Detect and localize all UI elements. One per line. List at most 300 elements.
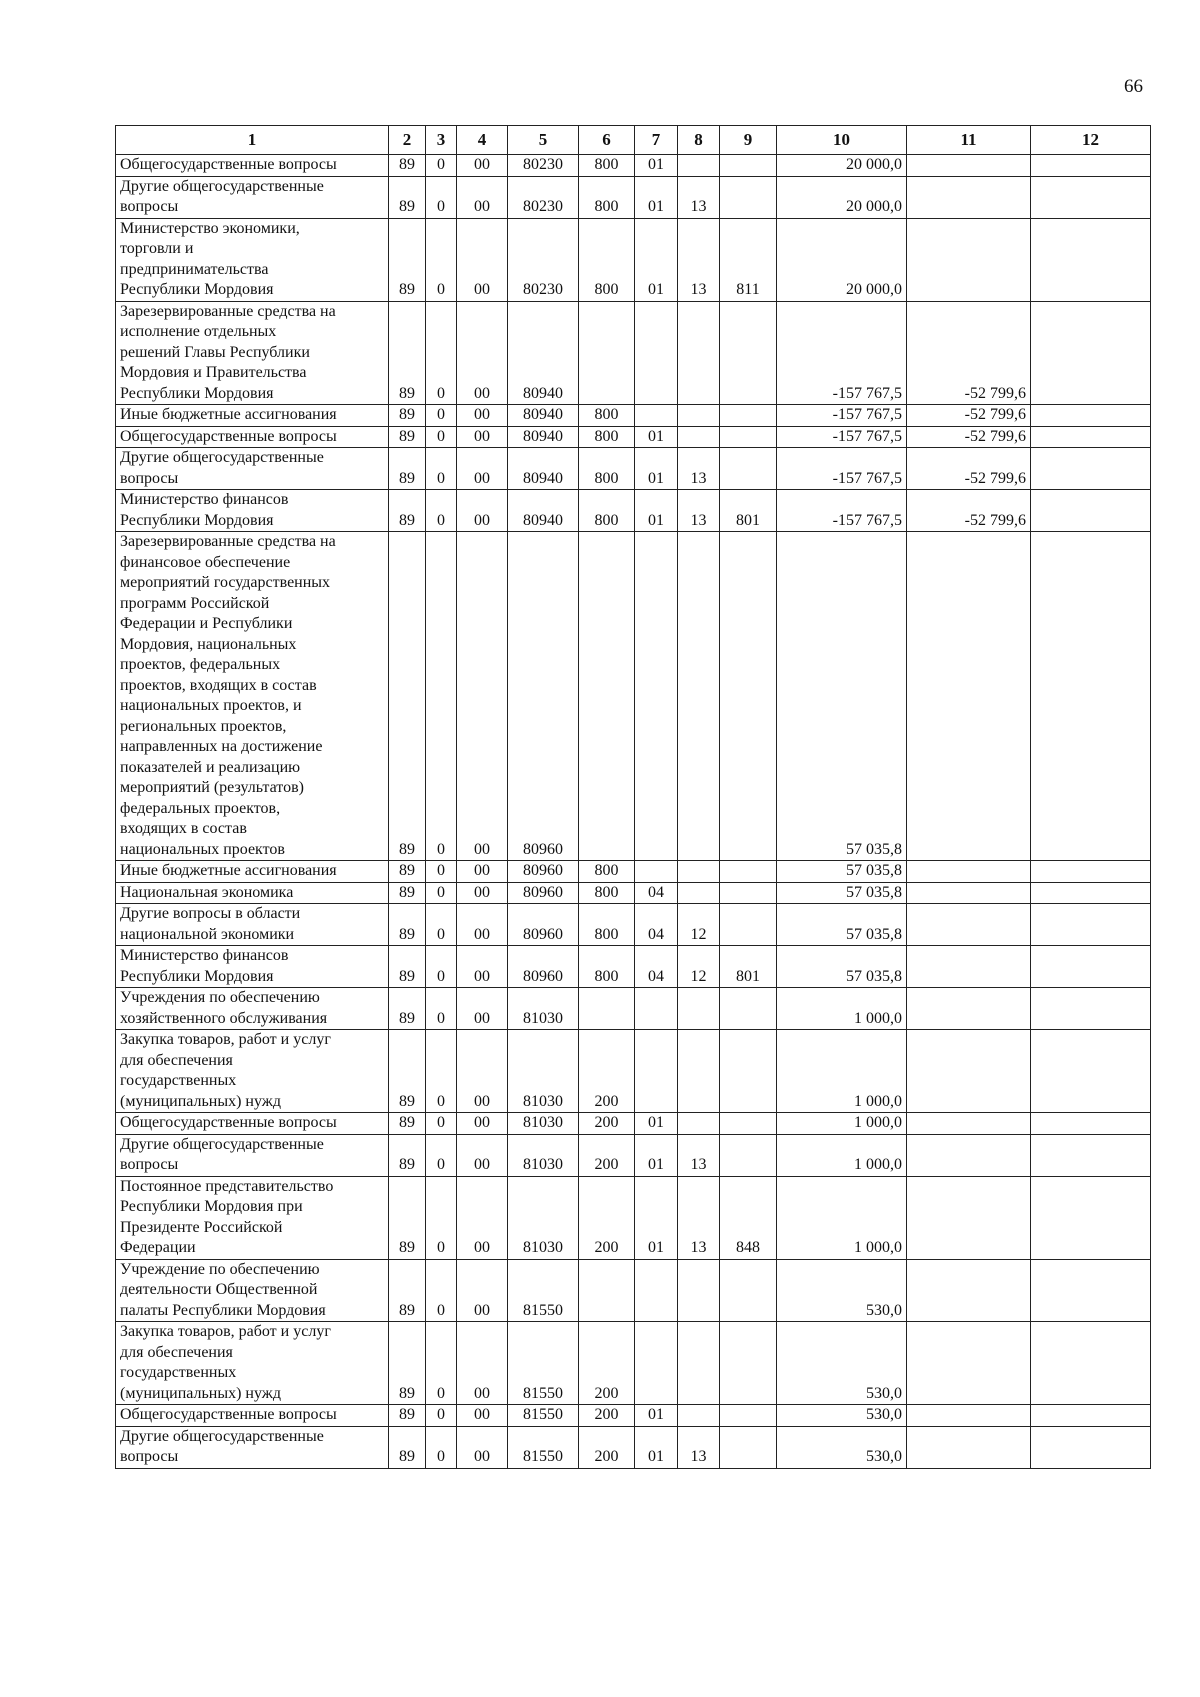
cell-col-2: 89	[389, 882, 426, 904]
table-row	[116, 882, 1151, 904]
cell-col-4: 00	[457, 988, 508, 1030]
cell-amount-11	[907, 1030, 1031, 1113]
cell-amount-11	[907, 1259, 1031, 1322]
cell-amount-10: 530,0	[777, 1426, 907, 1468]
cell-col-12	[1031, 1322, 1151, 1405]
cell-col-9: 848	[720, 1176, 777, 1259]
cell-col-3: 0	[426, 405, 457, 427]
cell-col-7: 01	[635, 1426, 678, 1468]
cell-col-7: 04	[635, 904, 678, 946]
table-row	[116, 904, 1151, 946]
cell-col-7	[635, 988, 678, 1030]
table-row	[116, 448, 1151, 490]
cell-amount-11: -52 799,6	[907, 426, 1031, 448]
cell-col-7	[635, 1259, 678, 1322]
cell-col-5: 80960	[508, 861, 579, 883]
cell-col-7: 01	[635, 426, 678, 448]
cell-col-9	[720, 405, 777, 427]
cell-col-6	[579, 532, 635, 861]
cell-col-9	[720, 448, 777, 490]
cell-col-5: 80940	[508, 426, 579, 448]
cell-col-9	[720, 861, 777, 883]
cell-col-12	[1031, 155, 1151, 177]
table-row	[116, 405, 1151, 427]
cell-name: Министерство экономики, торговли и предпринимательства Республики Мордовия	[116, 218, 389, 301]
cell-col-9	[720, 426, 777, 448]
cell-col-8: 13	[678, 448, 720, 490]
column-header-8: 8	[678, 126, 720, 155]
cell-col-2: 89	[389, 532, 426, 861]
cell-col-4: 00	[457, 1134, 508, 1176]
cell-col-4: 00	[457, 946, 508, 988]
cell-col-6: 800	[579, 861, 635, 883]
cell-col-5: 80230	[508, 218, 579, 301]
table-row	[116, 426, 1151, 448]
cell-col-4: 00	[457, 1405, 508, 1427]
cell-col-6: 200	[579, 1030, 635, 1113]
cell-col-5: 80940	[508, 301, 579, 405]
cell-amount-11	[907, 1134, 1031, 1176]
cell-col-12	[1031, 904, 1151, 946]
cell-col-9	[720, 1259, 777, 1322]
cell-col-8	[678, 426, 720, 448]
cell-col-5: 80960	[508, 904, 579, 946]
cell-col-6: 800	[579, 176, 635, 218]
cell-col-2: 89	[389, 426, 426, 448]
cell-col-3: 0	[426, 1134, 457, 1176]
cell-col-9	[720, 988, 777, 1030]
table-row	[116, 1259, 1151, 1322]
cell-col-3: 0	[426, 218, 457, 301]
cell-col-4: 00	[457, 1113, 508, 1135]
cell-name: Министерство финансов Республики Мордовия	[116, 946, 389, 988]
cell-col-12	[1031, 861, 1151, 883]
cell-amount-11: -52 799,6	[907, 490, 1031, 532]
cell-col-4: 00	[457, 176, 508, 218]
table-row	[116, 218, 1151, 301]
cell-col-9: 801	[720, 946, 777, 988]
cell-name: Зарезервированные средства на финансовое обеспечение мероприятий государственных программ Российской Федерации и Республики Мордовия, национальных проектов, федеральных проектов, входящих в состав национальных проектов, и региональных проектов, направленных на достижение показателей и реализацию мероприятий (результатов) федеральных проектов, входящих в состав национальных проектов	[116, 532, 389, 861]
cell-col-9	[720, 1405, 777, 1427]
cell-col-8	[678, 1030, 720, 1113]
cell-col-3: 0	[426, 904, 457, 946]
cell-col-9	[720, 1322, 777, 1405]
cell-col-8	[678, 301, 720, 405]
table-row	[116, 1426, 1151, 1468]
cell-col-12	[1031, 218, 1151, 301]
cell-col-5: 81550	[508, 1322, 579, 1405]
cell-col-5: 80230	[508, 155, 579, 177]
cell-amount-10: 20 000,0	[777, 155, 907, 177]
cell-col-3: 0	[426, 532, 457, 861]
cell-col-6: 200	[579, 1113, 635, 1135]
cell-col-8	[678, 861, 720, 883]
cell-col-7: 01	[635, 1405, 678, 1427]
cell-amount-10: 20 000,0	[777, 218, 907, 301]
cell-col-2: 89	[389, 946, 426, 988]
cell-name: Другие вопросы в области национальной экономики	[116, 904, 389, 946]
cell-col-8	[678, 988, 720, 1030]
cell-amount-10: -157 767,5	[777, 301, 907, 405]
cell-col-6: 800	[579, 946, 635, 988]
cell-amount-10: -157 767,5	[777, 490, 907, 532]
cell-col-6	[579, 988, 635, 1030]
cell-col-8: 13	[678, 218, 720, 301]
cell-name: Иные бюджетные ассигнования	[116, 405, 389, 427]
column-header-12: 12	[1031, 126, 1151, 155]
cell-amount-11: -52 799,6	[907, 301, 1031, 405]
cell-amount-11	[907, 1405, 1031, 1427]
cell-col-8	[678, 1259, 720, 1322]
cell-col-4: 00	[457, 1426, 508, 1468]
cell-name: Общегосударственные вопросы	[116, 155, 389, 177]
cell-col-4: 00	[457, 861, 508, 883]
cell-col-2: 89	[389, 448, 426, 490]
column-header-2: 2	[389, 126, 426, 155]
cell-col-12	[1031, 405, 1151, 427]
cell-col-3: 0	[426, 861, 457, 883]
cell-col-12	[1031, 988, 1151, 1030]
cell-amount-10: 1 000,0	[777, 1176, 907, 1259]
column-header-5: 5	[508, 126, 579, 155]
cell-amount-10: 530,0	[777, 1322, 907, 1405]
cell-col-12	[1031, 1259, 1151, 1322]
cell-col-12	[1031, 1113, 1151, 1135]
cell-col-4: 00	[457, 448, 508, 490]
cell-col-8	[678, 532, 720, 861]
table-row	[116, 1405, 1151, 1427]
cell-col-2: 89	[389, 861, 426, 883]
cell-name: Учреждения по обеспечению хозяйственного обслуживания	[116, 988, 389, 1030]
cell-col-6: 200	[579, 1322, 635, 1405]
table-row	[116, 1113, 1151, 1135]
column-header-11: 11	[907, 126, 1031, 155]
cell-col-8: 13	[678, 490, 720, 532]
cell-col-7: 01	[635, 1176, 678, 1259]
cell-col-2: 89	[389, 1030, 426, 1113]
cell-col-5: 81550	[508, 1259, 579, 1322]
cell-col-3: 0	[426, 1426, 457, 1468]
page-number: 66	[1124, 76, 1143, 97]
cell-col-3: 0	[426, 426, 457, 448]
cell-name: Учреждение по обеспечению деятельности Общественной палаты Республики Мордовия	[116, 1259, 389, 1322]
table-row	[116, 1030, 1151, 1113]
cell-amount-11	[907, 176, 1031, 218]
cell-amount-10: 1 000,0	[777, 1030, 907, 1113]
column-header-1: 1	[116, 126, 389, 155]
cell-col-2: 89	[389, 1322, 426, 1405]
cell-col-5: 81030	[508, 1113, 579, 1135]
cell-col-5: 81030	[508, 1134, 579, 1176]
cell-amount-10: 1 000,0	[777, 988, 907, 1030]
cell-col-7: 01	[635, 155, 678, 177]
cell-amount-10: 57 035,8	[777, 532, 907, 861]
table-row	[116, 155, 1151, 177]
cell-col-2: 89	[389, 155, 426, 177]
cell-col-9	[720, 532, 777, 861]
cell-col-3: 0	[426, 448, 457, 490]
cell-name: Закупка товаров, работ и услуг для обеспечения государственных (муниципальных) нужд	[116, 1322, 389, 1405]
cell-col-9	[720, 1134, 777, 1176]
cell-col-6	[579, 301, 635, 405]
cell-col-4: 00	[457, 904, 508, 946]
cell-col-12	[1031, 301, 1151, 405]
column-header-4: 4	[457, 126, 508, 155]
cell-col-7: 01	[635, 490, 678, 532]
cell-col-9: 801	[720, 490, 777, 532]
cell-amount-11	[907, 946, 1031, 988]
cell-col-2: 89	[389, 1134, 426, 1176]
cell-col-2: 89	[389, 1405, 426, 1427]
table-row	[116, 861, 1151, 883]
cell-col-6: 800	[579, 155, 635, 177]
cell-amount-11: -52 799,6	[907, 405, 1031, 427]
cell-amount-10: -157 767,5	[777, 448, 907, 490]
cell-col-9	[720, 1113, 777, 1135]
cell-col-7	[635, 1030, 678, 1113]
cell-amount-11	[907, 1176, 1031, 1259]
cell-col-3: 0	[426, 301, 457, 405]
cell-col-12	[1031, 1176, 1151, 1259]
cell-col-2: 89	[389, 301, 426, 405]
cell-col-9	[720, 1426, 777, 1468]
cell-col-4: 00	[457, 301, 508, 405]
cell-amount-10: 57 035,8	[777, 946, 907, 988]
cell-col-2: 89	[389, 904, 426, 946]
cell-col-3: 0	[426, 490, 457, 532]
cell-col-3: 0	[426, 1030, 457, 1113]
cell-col-12	[1031, 1030, 1151, 1113]
cell-col-5: 81550	[508, 1426, 579, 1468]
cell-col-4: 00	[457, 155, 508, 177]
cell-col-9: 811	[720, 218, 777, 301]
cell-col-5: 81030	[508, 988, 579, 1030]
cell-amount-11	[907, 1113, 1031, 1135]
cell-col-2: 89	[389, 988, 426, 1030]
cell-col-7	[635, 861, 678, 883]
cell-col-5: 81030	[508, 1176, 579, 1259]
cell-amount-10: 57 035,8	[777, 882, 907, 904]
cell-col-5: 80960	[508, 532, 579, 861]
cell-amount-10: 20 000,0	[777, 176, 907, 218]
table-row	[116, 301, 1151, 405]
cell-col-8: 13	[678, 1134, 720, 1176]
table-row	[116, 946, 1151, 988]
cell-amount-10: 57 035,8	[777, 904, 907, 946]
cell-amount-10: -157 767,5	[777, 405, 907, 427]
cell-col-6: 200	[579, 1134, 635, 1176]
table-row	[116, 490, 1151, 532]
cell-amount-10: 530,0	[777, 1405, 907, 1427]
column-header-3: 3	[426, 126, 457, 155]
table-body	[116, 155, 1151, 1469]
cell-col-3: 0	[426, 1322, 457, 1405]
cell-col-3: 0	[426, 1113, 457, 1135]
cell-col-9	[720, 176, 777, 218]
table-header	[116, 126, 1151, 155]
header-row	[116, 126, 1151, 155]
cell-col-6: 800	[579, 904, 635, 946]
cell-amount-10: 57 035,8	[777, 861, 907, 883]
column-header-7: 7	[635, 126, 678, 155]
cell-col-5: 81030	[508, 1030, 579, 1113]
cell-col-2: 89	[389, 176, 426, 218]
cell-name: Другие общегосударственные вопросы	[116, 176, 389, 218]
cell-col-7	[635, 532, 678, 861]
cell-col-6: 200	[579, 1176, 635, 1259]
cell-col-6: 800	[579, 218, 635, 301]
cell-col-3: 0	[426, 1176, 457, 1259]
cell-col-7	[635, 405, 678, 427]
cell-amount-11	[907, 882, 1031, 904]
table-row	[116, 1176, 1151, 1259]
cell-col-2: 89	[389, 405, 426, 427]
cell-col-4: 00	[457, 1259, 508, 1322]
cell-col-6: 800	[579, 405, 635, 427]
cell-col-12	[1031, 532, 1151, 861]
cell-col-9	[720, 155, 777, 177]
cell-col-8: 13	[678, 1176, 720, 1259]
cell-col-7: 01	[635, 176, 678, 218]
cell-amount-11	[907, 1426, 1031, 1468]
cell-col-5: 80940	[508, 405, 579, 427]
cell-col-2: 89	[389, 1176, 426, 1259]
cell-name: Общегосударственные вопросы	[116, 426, 389, 448]
cell-col-6: 800	[579, 426, 635, 448]
cell-col-5: 80960	[508, 946, 579, 988]
cell-col-4: 00	[457, 882, 508, 904]
cell-name: Общегосударственные вопросы	[116, 1405, 389, 1427]
cell-amount-11: -52 799,6	[907, 448, 1031, 490]
cell-col-4: 00	[457, 1030, 508, 1113]
cell-amount-10: 1 000,0	[777, 1113, 907, 1135]
cell-col-9	[720, 301, 777, 405]
cell-name: Министерство финансов Республики Мордовия	[116, 490, 389, 532]
table-row	[116, 988, 1151, 1030]
cell-col-7: 01	[635, 218, 678, 301]
cell-col-4: 00	[457, 218, 508, 301]
cell-col-7: 01	[635, 448, 678, 490]
cell-amount-11	[907, 861, 1031, 883]
cell-col-6: 800	[579, 448, 635, 490]
cell-col-6: 200	[579, 1405, 635, 1427]
table-row	[116, 176, 1151, 218]
cell-col-2: 89	[389, 1113, 426, 1135]
cell-col-12	[1031, 1426, 1151, 1468]
cell-amount-11	[907, 904, 1031, 946]
cell-col-5: 80960	[508, 882, 579, 904]
cell-col-4: 00	[457, 532, 508, 861]
cell-name: Зарезервированные средства на исполнение отдельных решений Главы Республики Мордовия и Правительства Республики Мордовия	[116, 301, 389, 405]
cell-col-2: 89	[389, 1259, 426, 1322]
cell-name: Иные бюджетные ассигнования	[116, 861, 389, 883]
cell-amount-10: 1 000,0	[777, 1134, 907, 1176]
cell-col-12	[1031, 448, 1151, 490]
cell-col-4: 00	[457, 1322, 508, 1405]
cell-col-7: 01	[635, 1134, 678, 1176]
cell-name: Другие общегосударственные вопросы	[116, 448, 389, 490]
cell-col-6: 800	[579, 490, 635, 532]
cell-amount-11	[907, 988, 1031, 1030]
cell-col-3: 0	[426, 882, 457, 904]
cell-col-2: 89	[389, 218, 426, 301]
budget-table	[115, 125, 1151, 1469]
cell-col-8	[678, 1113, 720, 1135]
cell-amount-10: -157 767,5	[777, 426, 907, 448]
cell-col-12	[1031, 1405, 1151, 1427]
cell-col-7: 04	[635, 882, 678, 904]
cell-col-2: 89	[389, 490, 426, 532]
cell-name: Общегосударственные вопросы	[116, 1113, 389, 1135]
cell-col-6: 800	[579, 882, 635, 904]
cell-col-12	[1031, 946, 1151, 988]
cell-col-8	[678, 1322, 720, 1405]
column-header-10: 10	[777, 126, 907, 155]
cell-col-2: 89	[389, 1426, 426, 1468]
cell-amount-11	[907, 1322, 1031, 1405]
cell-name: Постоянное представительство Республики Мордовия при Президенте Российской Федерации	[116, 1176, 389, 1259]
cell-col-8	[678, 155, 720, 177]
cell-name: Национальная экономика	[116, 882, 389, 904]
cell-col-12	[1031, 1134, 1151, 1176]
cell-name: Другие общегосударственные вопросы	[116, 1134, 389, 1176]
cell-col-3: 0	[426, 946, 457, 988]
cell-amount-10: 530,0	[777, 1259, 907, 1322]
cell-col-3: 0	[426, 176, 457, 218]
cell-col-5: 80230	[508, 176, 579, 218]
cell-col-12	[1031, 490, 1151, 532]
cell-col-4: 00	[457, 490, 508, 532]
cell-col-5: 80940	[508, 448, 579, 490]
cell-col-5: 80940	[508, 490, 579, 532]
cell-col-12	[1031, 426, 1151, 448]
cell-col-6: 200	[579, 1426, 635, 1468]
cell-col-8: 13	[678, 1426, 720, 1468]
cell-col-3: 0	[426, 1259, 457, 1322]
cell-col-3: 0	[426, 988, 457, 1030]
cell-name: Закупка товаров, работ и услуг для обеспечения государственных (муниципальных) нужд	[116, 1030, 389, 1113]
cell-col-4: 00	[457, 1176, 508, 1259]
cell-col-4: 00	[457, 405, 508, 427]
cell-amount-11	[907, 218, 1031, 301]
cell-col-8	[678, 1405, 720, 1427]
column-header-9: 9	[720, 126, 777, 155]
cell-col-5: 81550	[508, 1405, 579, 1427]
table-row	[116, 1322, 1151, 1405]
cell-col-9	[720, 882, 777, 904]
cell-col-12	[1031, 176, 1151, 218]
cell-col-3: 0	[426, 155, 457, 177]
cell-col-9	[720, 904, 777, 946]
cell-col-8: 13	[678, 176, 720, 218]
cell-col-4: 00	[457, 426, 508, 448]
cell-col-8: 12	[678, 904, 720, 946]
cell-name: Другие общегосударственные вопросы	[116, 1426, 389, 1468]
cell-col-7	[635, 1322, 678, 1405]
table-row	[116, 1134, 1151, 1176]
cell-col-7	[635, 301, 678, 405]
cell-col-6	[579, 1259, 635, 1322]
cell-col-12	[1031, 882, 1151, 904]
cell-col-7: 04	[635, 946, 678, 988]
cell-col-9	[720, 1030, 777, 1113]
cell-col-8	[678, 405, 720, 427]
cell-col-8	[678, 882, 720, 904]
cell-col-8: 12	[678, 946, 720, 988]
cell-col-7: 01	[635, 1113, 678, 1135]
column-header-6: 6	[579, 126, 635, 155]
cell-amount-11	[907, 155, 1031, 177]
